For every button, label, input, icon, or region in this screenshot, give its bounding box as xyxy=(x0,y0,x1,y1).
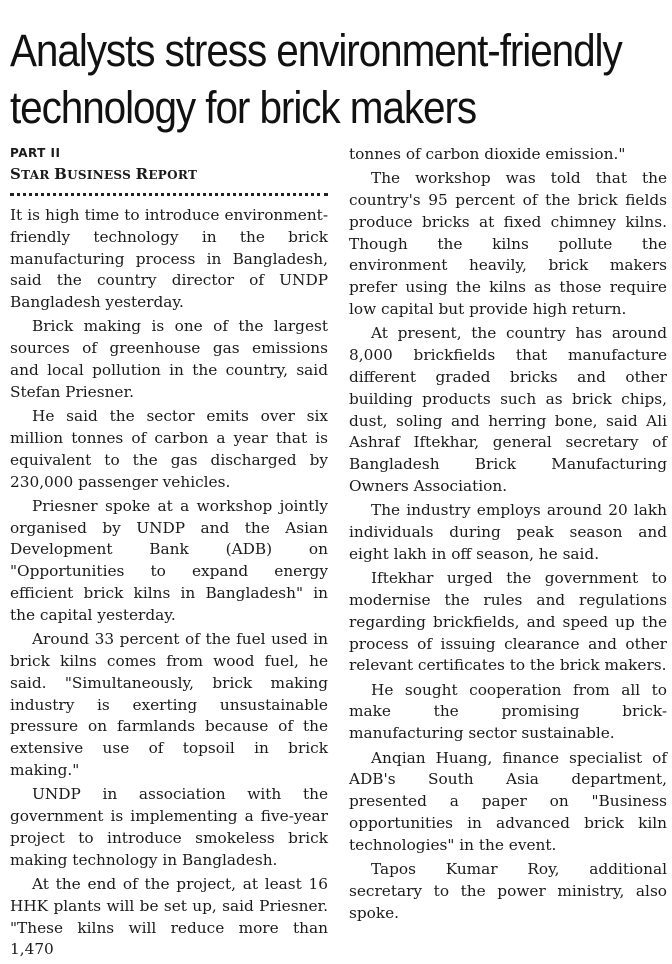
paragraph: At the end of the project, at least 16 HHK plants will be set up, said Priesner. "These kilns will reduce more than 1,470 xyxy=(10,874,328,959)
paragraph: He said the sector emits over six million tonnes of carbon a year that is equivalent to the gas discharged by 230,000 passenger vehicles. xyxy=(10,407,328,491)
byline-letter: R xyxy=(135,165,149,183)
byline-part: USINESS xyxy=(67,168,136,182)
kicker: PART II xyxy=(10,146,61,160)
byline-letter: B xyxy=(54,165,68,183)
paragraph: Iftekhar urged the government to modernise the rules and regulations regarding brickfields, and speed up the process of issuing clearance and other relevant certificates to the brick makers. xyxy=(349,569,667,675)
paragraph: tonnes of carbon dioxide emission." xyxy=(349,145,626,163)
article-column-1 xyxy=(10,205,328,964)
byline-part: EPORT xyxy=(148,168,198,182)
paragraph: Around 33 percent of the fuel used in brick kilns comes from wood fuel, he said. "Simultaneously, brick making industry is exerting unsustainable pressure on farmlands because of the extensive use of topsoil in brick making." xyxy=(10,630,328,779)
paragraph: It is high time to introduce environment-friendly technology in the brick manufacturing process in Bangladesh, said the country director of UNDP Bangladesh yesterday. xyxy=(10,206,328,312)
paragraph: At present, the country has around 8,000 brickfields that manufacture different graded bricks and other building products such as brick chips, dust, soling and herring bone, said Ali Ashraf Iftekhar, general secretary of Bangladesh Brick Manufacturing Owners Association. xyxy=(349,324,667,495)
headline-line-1: Analysts stress environment-friendly xyxy=(10,25,622,76)
byline-part: TAR xyxy=(21,168,55,182)
byline-divider xyxy=(10,193,328,196)
paragraph: The workshop was told that the country's 95 percent of the brick fields produce bricks at fixed chimney kilns. Though the kilns pollute the environment heavily, brick makers prefer using the kilns as those require low capital but provide high return. xyxy=(349,169,667,319)
headline xyxy=(10,22,622,136)
byline-letter: S xyxy=(10,165,22,183)
headline-line-2: technology for brick makers xyxy=(10,82,477,133)
article-column-2 xyxy=(349,144,667,927)
paragraph: Tapos Kumar Roy, additional secretary to the power ministry, also spoke. xyxy=(349,860,667,922)
paragraph: UNDP in association with the government is implementing a five-year project to introduce smokeless brick making technology in Bangladesh. xyxy=(10,785,328,869)
paragraph: Priesner spoke at a workshop jointly organised by UNDP and the Asian Development Bank (ADB) on "Opportunities to expand energy efficient brick kilns in Bangladesh" in the capital yesterday. xyxy=(10,496,328,624)
paragraph: Anqian Huang, finance specialist of ADB's South Asia department, presented a paper on "Business opportunities in advanced brick kiln technologies" in the event. xyxy=(349,748,667,854)
paragraph: The industry employs around 20 lakh individuals during peak season and eight lakh in off season, he said. xyxy=(349,501,667,563)
paragraph: Brick making is one of the largest sources of greenhouse gas emissions and local pollution in the country, said Stefan Priesner. xyxy=(10,317,328,401)
byline xyxy=(10,165,197,183)
paragraph: He sought cooperation from all to make the promising brick-manufacturing sector sustainable. xyxy=(349,680,667,743)
